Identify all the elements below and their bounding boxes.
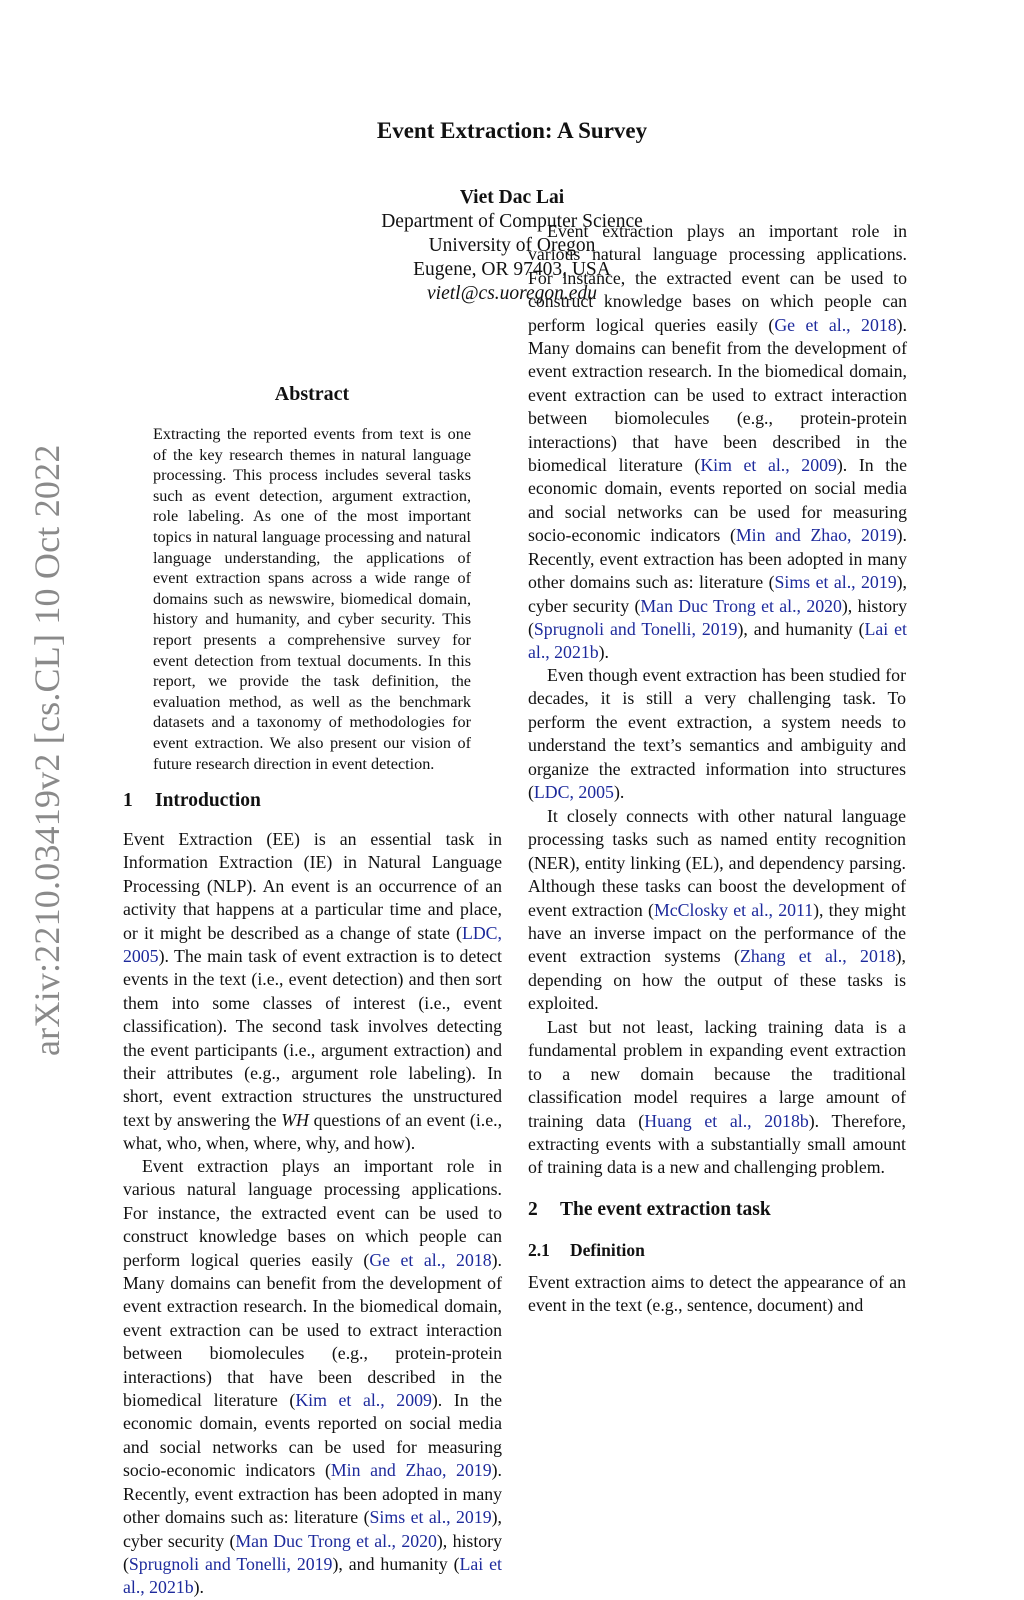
citation-link[interactable]: Zhang et al., 2018 <box>739 946 896 967</box>
citation-link[interactable]: Lai et al., 2021b <box>123 1553 502 1598</box>
intro-paragraph-4: It closely connects with other natural language processing tasks such as named entity recognition (NER), entity linking (EL), and dependency parsing. Although these tasks can boost the development of event extraction (McClosky et al., 2011), they might have an inverse impact on the performance of the event extraction systems (Zhang et al., 2018), depending on how the output of these tasks is exploited. <box>528 806 906 1014</box>
section-title: Introduction <box>155 790 261 811</box>
author-email[interactable]: vietl@cs.uoregon.edu <box>427 283 597 304</box>
paper-title: Event Extraction: A Survey <box>376 118 648 143</box>
citation-link[interactable]: Kim et al., 2009 <box>295 1390 432 1411</box>
section-number: 1 <box>123 790 133 811</box>
author-name: Viet Dac Lai <box>459 187 565 208</box>
citation-link[interactable]: Ge et al., 2018 <box>774 314 897 335</box>
citation-link[interactable]: Man Duc Trong et al., 2020 <box>235 1530 437 1551</box>
citation-link[interactable]: Min and Zhao, 2019 <box>330 1460 492 1481</box>
intro-paragraph-1: Event Extraction (EE) is an essential task in Information Extraction (IE) in Natural Language Processing (NLP). An event is an occurrence of an activity that happens at a particular time and place, or it might be described as a change of state (LDC, 2005). The main task of event extraction is to detect events in the text (i.e., event detection) and then sort them into some classes of interest (i.e., event classification). The second task involves detecting the event participants (i.e., argument extraction) and their attributes (e.g., argument role labeling). In short, event extraction structures the unstructured text by answering the WH questions of an event (i.e., what, who, when, where, why, and how). <box>123 829 503 1154</box>
section-2-heading <box>528 1199 906 1221</box>
citation-link[interactable]: McClosky et al., 2011 <box>653 899 814 920</box>
intro-paragraph-5: Last but not least, lacking training data is a fundamental problem in expanding event extraction to a new domain because the traditional classification model requires a large amount of training data (Huang et al., 2018b). Therefore, extracting events with a substantially small amount of training data is a new and challenging problem. <box>528 1017 907 1178</box>
author-university: University of Oregon <box>428 235 596 256</box>
subsection-title: Definition <box>570 1240 645 1260</box>
subsection-number: 2.1 <box>528 1240 550 1260</box>
citation-link[interactable]: Sims et al., 2019 <box>369 1507 492 1528</box>
definition-paragraph: Event extraction aims to detect the appearance of an event in the text (e.g., sentence, document) and <box>528 1272 906 1316</box>
citation-link[interactable]: LDC, 2005 <box>123 922 502 967</box>
section-number: 2 <box>528 1199 538 1220</box>
citation-link[interactable]: Huang et al., 2018b <box>644 1110 809 1131</box>
arxiv-identifier: arXiv:2210.03419v2 [cs.CL] 10 Oct 2022 <box>27 444 67 1056</box>
intro-paragraph-2: Event extraction plays an important role in various natural language processing applications. For instance, the extracted event can be used to construct knowledge bases on which people can perform logical queries easily (Ge et al., 2018). Many domains can benefit from the development of event extraction research. In the biomedical domain, event extraction can be used to extract interaction between biomolecules (e.g., protein-protein interactions) that have been described in the biomedical literature (Kim et al., 2009). In the economic domain, events reported on social media and social networks can be used for measuring socio-economic indicators (Min and Zhao, 2019). Recently, event extraction has been adopted in many other domains such as: literature (Sims et al., 2019), cyber security (Man Duc Trong et al., 2020), history (Sprugnoli and Tonelli, 2019), and humanity (Lai et al., 2021b). <box>123 1156 502 1598</box>
abstract-text: Extracting the reported events from text is one of the key research themes in natural language processing. This process includes several tasks such as event detection, argument extraction, role labeling. As one of the most important topics in natural language processing and natural language understanding, the applications of event extraction spans across a wide range of domains such as newswire, biomedical domain, history and humanity, and cyber security. This report presents a comprehensive survey for event detection from textual documents. In this report, we provide the task definition, the evaluation method, as well as the benchmark datasets and a taxonomy of methodologies for event extraction. We also present our vision of future research direction in event detection. <box>153 425 471 773</box>
citation-link[interactable]: Lai et al., 2021b <box>528 618 907 663</box>
intro-paragraph-2-continued: Event extraction plays an important role in various natural language processing applications. For instance, the extracted event can be used to construct knowledge bases on which people can perform logical queries easily (Ge et al., 2018). Many domains can benefit from the development of event extraction research. In the biomedical domain, event extraction can be used to extract interaction between biomolecules (e.g., protein-protein interactions) that have been described in the biomedical literature (Kim et al., 2009). In the economic domain, events reported on social media and social networks can be used for measuring socio-economic indicators (Min and Zhao, 2019). Recently, event extraction has been adopted in many other domains such as: literature (Sims et al., 2019), cyber security (Man Duc Trong et al., 2020), history (Sprugnoli and Tonelli, 2019), and humanity (Lai et al., 2021b). <box>528 221 907 663</box>
emphasis: WH <box>281 1109 309 1130</box>
section-title: The event extraction task <box>560 1199 771 1220</box>
citation-link[interactable]: Kim et al., 2009 <box>700 455 837 476</box>
subsection-2-1-heading <box>528 1240 906 1261</box>
citation-link[interactable]: Sims et al., 2019 <box>774 572 897 593</box>
section-1-heading <box>123 790 502 812</box>
citation-link[interactable]: LDC, 2005 <box>533 782 614 803</box>
author-location: Eugene, OR 97403, USA <box>413 259 611 280</box>
citation-link[interactable]: Man Duc Trong et al., 2020 <box>640 595 842 616</box>
citation-link[interactable]: Sprugnoli and Tonelli, 2019 <box>533 618 738 639</box>
citation-link[interactable]: Sprugnoli and Tonelli, 2019 <box>128 1553 333 1574</box>
author-department: Department of Computer Science <box>381 211 643 232</box>
citation-link[interactable]: Ge et al., 2018 <box>369 1249 492 1270</box>
intro-paragraph-3: Even though event extraction has been studied for decades, it is still a very challenging task. To perform the event extraction, a system needs to understand the text’s semantics and ambiguity and organize the extracted information into structures (LDC, 2005). <box>528 665 906 803</box>
citation-link[interactable]: Min and Zhao, 2019 <box>735 525 897 546</box>
abstract-heading: Abstract <box>274 383 350 405</box>
